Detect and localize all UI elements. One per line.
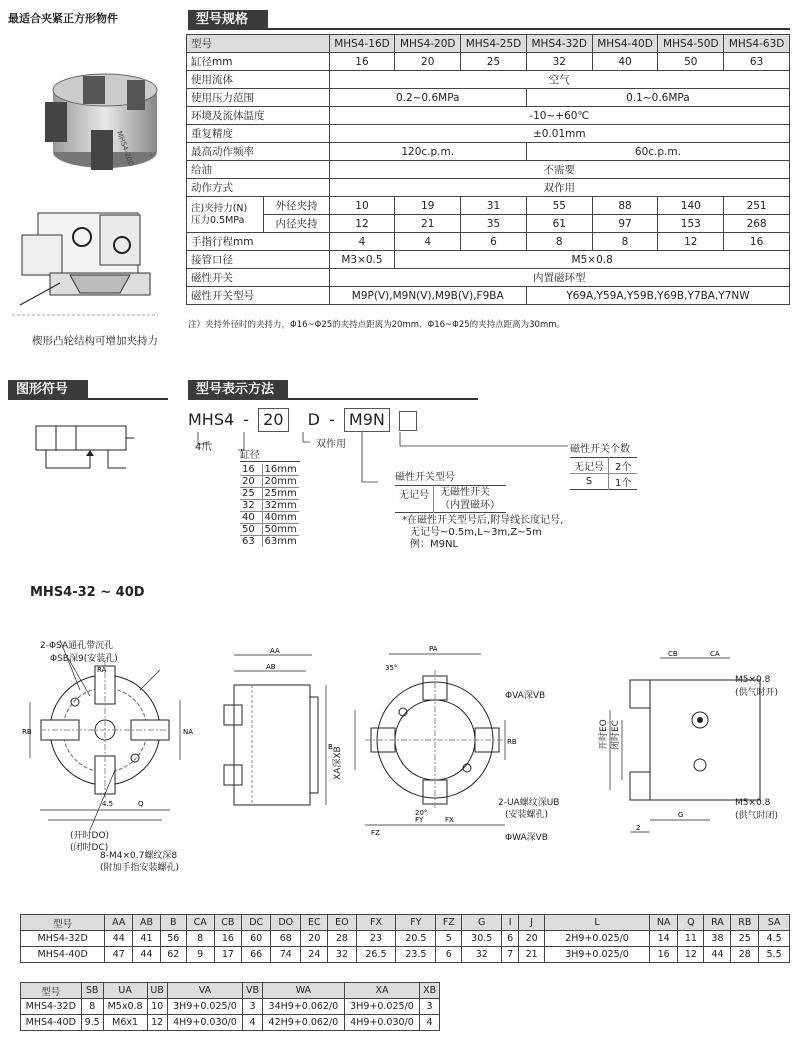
table-cell: 24 <box>301 947 328 963</box>
table-cell: 17 <box>214 947 242 963</box>
table-cell: 型号 <box>21 915 105 931</box>
svg-text:FX: FX <box>445 816 454 824</box>
lbl-m4: 8-M4×0.7螺纹深8 <box>100 851 178 861</box>
table-cell: 42H9+0.062/0 <box>262 1015 344 1031</box>
lbl-eo: 开时EO <box>599 719 609 750</box>
table-cell: 20 <box>519 931 545 947</box>
svg-text:FZ: FZ <box>371 829 380 837</box>
lbl-wa: ΦWA深VB <box>505 833 548 843</box>
table-cell: 28 <box>731 947 759 963</box>
table-cell: 12 <box>147 1015 167 1031</box>
svg-text:RB: RB <box>507 738 517 746</box>
spec-row-repeat: 重复精度 ±0.01mm <box>187 125 790 143</box>
table-cell: FZ <box>436 915 462 931</box>
lbl-m5b: M5×0.8 (供气时闭) <box>735 798 779 821</box>
table-cell: DC <box>242 915 271 931</box>
table-cell: MHS4-40D <box>21 1015 82 1031</box>
model-label: MHS4-20D <box>115 129 136 168</box>
table-cell: M6x1 <box>103 1015 147 1031</box>
spec-table <box>186 34 790 305</box>
table-cell: I <box>502 915 519 931</box>
table-cell: 23 <box>356 931 396 947</box>
table-cell: 20 <box>301 931 328 947</box>
table-cell: 8 <box>186 931 214 947</box>
section-rule-order <box>288 398 478 400</box>
left-caption: 最适合夹紧正方形物件 <box>8 12 118 25</box>
svg-text:RB: RB <box>22 728 32 736</box>
table-cell: 60 <box>242 931 271 947</box>
lbl-ua: 2-UA螺纹深UB <box>498 798 560 808</box>
lbl-va: ΦVA深VB <box>505 691 546 701</box>
order-bore-list: 缸径 16 16mm 20 20mm 25 25mm 32 32mm 40 40mm 50 50mm 63 63mm <box>240 446 300 547</box>
table-cell: 5.5 <box>759 947 790 963</box>
table-row <box>21 1015 440 1031</box>
table-cell: 44 <box>133 947 161 963</box>
table-cell: 6 <box>436 947 462 963</box>
lbl-m5a: M5×0.8 (供气时开) <box>735 675 779 698</box>
table-row <box>21 999 440 1015</box>
table-cell: 21 <box>519 947 545 963</box>
drawing-title: MHS4-32 ~ 40D <box>30 585 145 600</box>
table-cell: 4 <box>243 1015 263 1031</box>
svg-text:20°: 20° <box>415 809 428 817</box>
table-cell: 32 <box>462 947 502 963</box>
order-double: 双作用 <box>316 439 346 450</box>
order-claws: 4爪 <box>195 442 212 453</box>
table-cell: 3H9+0.025/0 <box>344 999 419 1015</box>
table-cell: 8 <box>81 999 103 1015</box>
pneumatic-symbol <box>30 418 140 478</box>
spec-row-temp: 环境及流体温度 -10~+60℃ <box>187 107 790 125</box>
table-cell: 23.5 <box>396 947 436 963</box>
table-cell: 34H9+0.062/0 <box>262 999 344 1015</box>
table-cell: RB <box>731 915 759 931</box>
table-row <box>21 947 790 963</box>
table-cell: 26.5 <box>356 947 396 963</box>
spec-row-freq: 最高动作频率 120c.p.m. 60c.p.m. <box>187 143 790 161</box>
table-cell: 74 <box>271 947 301 963</box>
table-cell: 44 <box>704 947 731 963</box>
table-cell: 47 <box>105 947 133 963</box>
lbl-do: (开时DO) <box>70 831 110 841</box>
table-cell: 11 <box>678 931 704 947</box>
table-cell: EO <box>328 915 356 931</box>
table-cell: 30.5 <box>462 931 502 947</box>
table-cell: 14 <box>649 931 677 947</box>
table-cell: FY <box>396 915 436 931</box>
dim-table-1-header <box>21 915 790 931</box>
table-cell: UA <box>103 983 147 999</box>
cam-caption: 楔形凸轮结构可增加夹持力 <box>32 335 158 347</box>
table-cell: 4.5 <box>759 931 790 947</box>
table-cell: 68 <box>271 931 301 947</box>
svg-text:AA: AA <box>270 647 280 655</box>
svg-text:AB: AB <box>266 663 276 671</box>
table-row <box>21 931 790 947</box>
table-cell: 6 <box>502 931 519 947</box>
table-cell: UB <box>147 983 167 999</box>
bottom-view-drawing <box>345 640 525 850</box>
spec-row-model: 型号 MHS4-16D MHS4-20D MHS4-25D MHS4-32D MHS4-40D MHS4-50D MHS4-63D <box>187 35 790 53</box>
table-cell: SB <box>81 983 103 999</box>
lbl-xa: XA深XB <box>333 746 343 780</box>
code-prefix: MHS4 <box>188 410 235 429</box>
table-cell: XA <box>344 983 419 999</box>
spec-row-pressure: 使用压力范围 0.2~0.6MPa 0.1~0.6MPa <box>187 89 790 107</box>
table-cell: EC <box>301 915 328 931</box>
spec-row-fluid: 使用流体 空气 <box>187 71 790 89</box>
table-cell: 56 <box>160 931 186 947</box>
table-cell: MHS4-32D <box>21 999 82 1015</box>
table-cell: 41 <box>133 931 161 947</box>
table-cell: DO <box>271 915 301 931</box>
table-cell: 10 <box>147 999 167 1015</box>
code-bore-box: 20 <box>258 408 288 432</box>
svg-text:RA: RA <box>97 666 107 674</box>
lbl-ua2: (安装螺孔) <box>505 810 549 820</box>
dim-table-2-header <box>21 983 440 999</box>
order-sw-model: 磁性开关型号 无记号 无磁性开关 （内置磁环） <box>395 468 506 513</box>
svg-text:NA: NA <box>183 728 194 736</box>
product-photo <box>35 60 165 180</box>
spec-row-force-inner: 内径夹持 12 21 35 61 97 153 268 <box>187 215 790 233</box>
table-cell: B <box>160 915 186 931</box>
spec-row-oil: 给油 不需要 <box>187 161 790 179</box>
table-cell: 3 <box>243 999 263 1015</box>
table-cell: 20.5 <box>396 931 436 947</box>
table-cell: 28 <box>328 931 356 947</box>
table-cell: WA <box>262 983 344 999</box>
table-cell: XB <box>420 983 440 999</box>
svg-text:G: G <box>678 811 684 819</box>
table-cell: MHS4-32D <box>21 931 105 947</box>
dim-table-1 <box>20 914 790 963</box>
spec-row-switch-model: 磁性开关型号 M9P(V),M9N(V),M9B(V),F9BA Y69A,Y59A,Y59B,Y69B,Y7BA,Y7NW <box>187 287 790 305</box>
lbl-dc: (闭时DC) <box>70 843 109 853</box>
table-cell: 62 <box>160 947 186 963</box>
table-cell: Q <box>678 915 704 931</box>
order-sw-count: 磁性开关个数 无记号 2个 S 1个 <box>570 440 637 490</box>
dim-table-2 <box>20 982 440 1031</box>
table-cell: 9 <box>186 947 214 963</box>
table-cell: AB <box>133 915 161 931</box>
svg-text:B: B <box>328 743 333 751</box>
table-cell: CB <box>214 915 242 931</box>
table-cell: 38 <box>704 931 731 947</box>
section-title-spec: 型号规格 <box>188 10 268 30</box>
table-cell: 4H9+0.030/0 <box>344 1015 419 1031</box>
table-cell: J <box>519 915 545 931</box>
table-cell: 32 <box>328 947 356 963</box>
side-view-drawing <box>222 645 342 845</box>
order-code: MHS4 - 20 D - M9N <box>188 408 417 432</box>
table-cell: 4H9+0.030/0 <box>167 1015 242 1031</box>
table-cell: MHS4-40D <box>21 947 105 963</box>
table-cell: G <box>462 915 502 931</box>
table-cell: 25 <box>731 931 759 947</box>
table-cell: 66 <box>242 947 271 963</box>
table-cell: 16 <box>649 947 677 963</box>
table-cell: VB <box>243 983 263 999</box>
section-title-order: 型号表示方法 <box>188 380 288 400</box>
table-cell: 44 <box>105 931 133 947</box>
table-cell: SA <box>759 915 790 931</box>
table-cell: CA <box>186 915 214 931</box>
svg-text:2: 2 <box>636 824 641 832</box>
svg-text:FY: FY <box>415 816 424 824</box>
table-cell: 2H9+0.025/0 <box>545 931 650 947</box>
table-cell: RA <box>704 915 731 931</box>
svg-text:4.5: 4.5 <box>102 800 114 808</box>
table-cell: 型号 <box>21 983 82 999</box>
table-cell: 5 <box>436 931 462 947</box>
table-cell: 16 <box>214 931 242 947</box>
table-cell: 7 <box>502 947 519 963</box>
lbl-ec: 闭时EC <box>611 720 621 750</box>
table-cell: 3H9+0.025/0 <box>545 947 650 963</box>
table-cell: 3H9+0.025/0 <box>167 999 242 1015</box>
spec-row-port: 接管口径 M3×0.5 M5×0.8 <box>187 251 790 269</box>
svg-text:35°: 35° <box>385 664 398 672</box>
spec-row-stroke: 手指行程mm 4 4 6 8 8 12 16 <box>187 233 790 251</box>
svg-text:Q: Q <box>138 800 144 808</box>
table-cell: M5x0.8 <box>103 999 147 1015</box>
spec-row-switch: 磁性开关 内置磁环型 <box>187 269 790 287</box>
svg-text:CA: CA <box>710 650 720 658</box>
lbl-sb: ΦSB深9(安装孔) <box>50 654 118 664</box>
cam-section-drawing <box>10 205 160 320</box>
spec-row-bore: 缸径mm 16 20 25 32 40 50 63 <box>187 53 790 71</box>
section-rule-symbol <box>88 398 168 400</box>
spec-note: 注）夹持外径时的夹持力，Φ16~Φ25的夹持点距离为20mm、Φ16~Φ25的夹持点距离为30mm。 <box>188 320 566 330</box>
lbl-sa: 2-ΦSA通孔带沉孔 <box>40 641 114 651</box>
section-rule-spec <box>268 28 790 30</box>
table-cell: 9.5 <box>81 1015 103 1031</box>
table-cell: AA <box>105 915 133 931</box>
table-cell: 12 <box>678 947 704 963</box>
order-sw-note: *在磁性开关型号后,附导线长度记号, 无记号~0.5m,L~3m,Z~5m 例：M9NL <box>402 515 564 550</box>
table-cell: VA <box>167 983 242 999</box>
table-cell: L <box>545 915 650 931</box>
spec-row-action: 动作方式 双作用 <box>187 179 790 197</box>
svg-text:PA: PA <box>429 645 438 653</box>
spec-row-force-outer: 注)夹持力(N) 压力0.5MPa 外径夹持 10 19 31 55 88 140 251 <box>187 197 790 215</box>
section-title-symbol: 图形符号 <box>8 380 88 400</box>
table-cell: NA <box>649 915 677 931</box>
lbl-m4b: (附加手指安装螺孔) <box>100 863 180 873</box>
svg-text:CB: CB <box>668 650 678 658</box>
code-sw-box: M9N <box>344 408 390 432</box>
table-cell: FX <box>356 915 396 931</box>
table-cell: 3 <box>420 999 440 1015</box>
table-cell: 4 <box>420 1015 440 1031</box>
